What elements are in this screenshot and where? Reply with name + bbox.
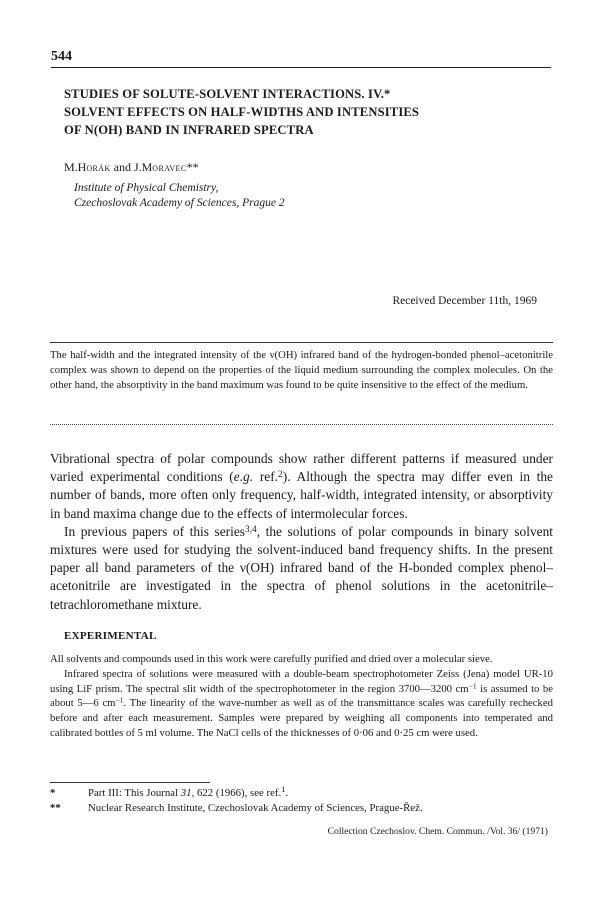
affiliation-line: Institute of Physical Chemistry, — [74, 182, 219, 194]
footnotes — [50, 786, 423, 816]
abstract-bottom-rule — [50, 424, 553, 425]
abstract: The half-width and the integrated intensity of the ν(OH) infrared band of the hydrogen-bonded phenol–acetonitrile complex was shown to depend on the properties of the liquid medium surrounding the complex molecules. On the other hand, the absorptivity in the band maximum was found to be quite insensitive to the effect of the medium. — [50, 349, 553, 391]
text-run: , 622 (1966), see ref. — [191, 787, 282, 799]
article-title — [64, 85, 534, 139]
footnote-rule — [50, 782, 210, 783]
experimental-paragraph: All solvents and compounds used in this work were carefully purified and dried over a molecular sieve. — [50, 653, 493, 665]
unit-superscript: −1 — [468, 681, 477, 691]
footnote-mark: ** — [50, 802, 61, 814]
text-run: . — [285, 787, 289, 799]
text-run: Vibrational spectra of polar compounds show rather different patterns if measured under varied experimental conditions ( — [50, 451, 553, 485]
author-initial: J. — [133, 160, 142, 174]
author-surname: orák — [86, 161, 111, 174]
text-run: ). Although the spectra may differ even in the number of bands, more often only frequency, half-width, integrated intensity, or absorptivity in band maxima change due to the effects of intermolecular forces. — [50, 469, 553, 521]
author-surname: oravec — [152, 161, 187, 174]
reference-superscript: 1 — [281, 784, 286, 795]
header-rule — [51, 67, 551, 68]
author-surname-cap: H — [77, 160, 87, 174]
affiliation-line: Czechoslovak Academy of Sciences, Prague 2 — [74, 197, 285, 209]
author-initial: M. — [64, 160, 78, 174]
abstract-top-rule — [50, 342, 553, 343]
text-run: is assumed to be about 5—6 cm — [50, 682, 553, 710]
title-line: SOLVENT EFFECTS ON HALF-WIDTHS AND INTENSITIES — [64, 105, 420, 119]
intro-paragraph — [50, 523, 553, 614]
experimental-paragraph — [50, 667, 553, 741]
title-line: STUDIES OF SOLUTE-SOLVENT INTERACTIONS. IV.* — [64, 87, 391, 101]
journal-citation-footer: Collection Czechoslov. Chem. Commun. /Vol. 36/ (1971) — [327, 826, 548, 837]
authors — [64, 160, 199, 175]
author-conjunction: and — [110, 160, 134, 174]
affiliation — [74, 181, 285, 211]
text-run: , the solutions of polar compounds in binary solvent mixtures were used for studying the solvent-induced band frequency shifts. In the present paper all band parameters of the ν(OH) infrared band of the H-bonded complex phenol–acetonitrile are investigated in the spectra of phenol solutions in the acetonitrile–tetrachloromethane mixture. — [50, 523, 553, 612]
reference-superscript: 3,4 — [245, 524, 257, 535]
author-surname-cap: M — [141, 160, 153, 174]
text-run: e.g. — [233, 469, 254, 485]
received-date: Received December 11th, 1969 — [392, 295, 537, 307]
author-footnote-mark: ** — [186, 160, 199, 174]
footnote-mark: * — [50, 787, 56, 799]
footnote — [50, 786, 423, 801]
intro-paragraph — [50, 450, 553, 523]
reference-superscript: 2 — [278, 469, 283, 480]
experimental-section — [50, 652, 553, 741]
text-run: Part III: This Journal — [88, 787, 181, 799]
introduction — [50, 450, 553, 614]
unit-superscript: −1 — [115, 696, 124, 706]
footnote-text: Nuclear Research Institute, Czechoslovak Academy of Sciences, Prague-Řež. — [88, 802, 423, 814]
footnote — [50, 801, 423, 816]
text-run: Infrared spectra of solutions were measured with a double-beam spectrophotometer Zeiss (Jena) model UR-10 using LiF prism. The spectral slit width of the spectrophotometer in the region 3700—3200 cm — [50, 667, 553, 695]
text-run: . The linearity of the wave-number as well as of the transmittance scales was carefully rechecked before and after each measurement. Samples were prepared by weighing all components into temperated and calibrated bottles of 5 ml volume. The NaCl cells of the thicknesses of 0·06 and 0·25 cm were used. — [50, 697, 553, 739]
page-number: 544 — [51, 49, 72, 64]
text-run: 31 — [180, 787, 192, 799]
text-run: In previous papers of this series — [64, 523, 246, 539]
title-line: OF Ν(OH) BAND IN INFRARED SPECTRA — [64, 123, 314, 137]
section-heading: EXPERIMENTAL — [64, 630, 157, 642]
text-run: ref. — [253, 469, 279, 485]
